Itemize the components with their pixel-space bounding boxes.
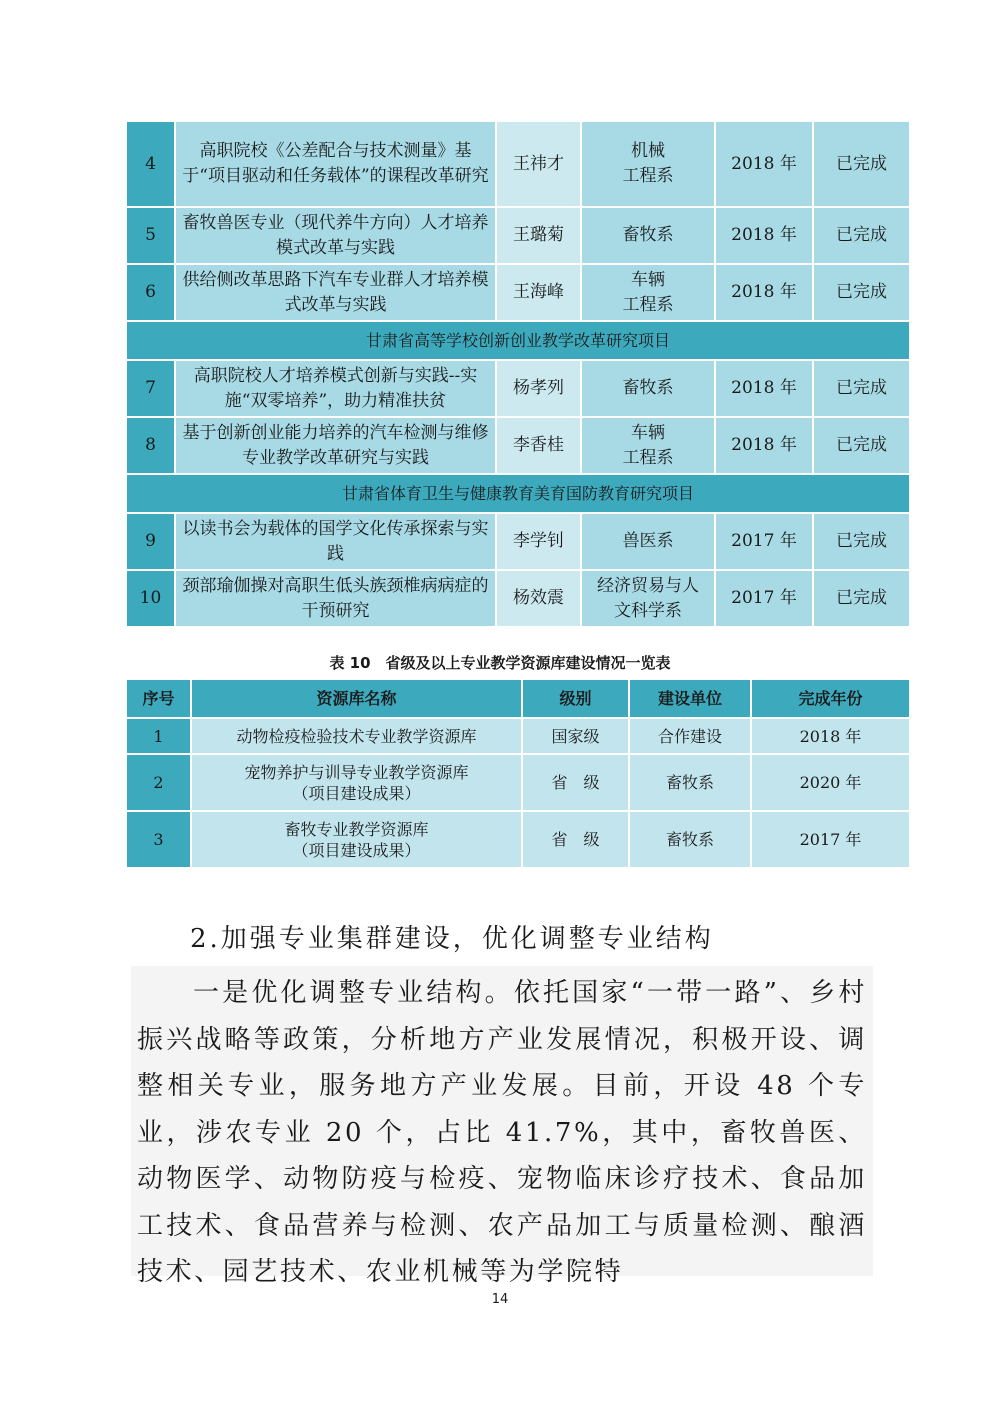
row-number: 6 [126,264,175,321]
build-unit: 合作建设 [629,718,751,754]
build-unit: 畜牧系 [629,754,751,811]
table-row [126,811,910,868]
library-level: 省 级 [522,754,629,811]
table-header-row [126,679,910,718]
library-name: 动物检疫检验技术专业教学资源库 [191,718,522,754]
header-year: 完成年份 [751,679,910,718]
project-title: 畜牧兽医专业（现代养牛方向）人才培养模式改革与实践 [175,207,496,264]
library-level: 省 级 [522,811,629,868]
row-number: 7 [126,360,175,417]
department: 车辆 工程系 [581,264,715,321]
project-leader: 王海峰 [496,264,581,321]
body-paragraph: 一是优化调整专业结构。依托国家“一带一路”、乡村振兴战略等政策，分析地方产业发展情况，积极开设、调整相关专业，服务地方产业发展。目前，开设 48 个专业，涉农专业 20 个，占比 41.7%，其中，畜牧兽医、动物医学、动物防疫与检疫、宠物临床诊疗技术、食品加工技术、食品营养与检测、农产品加工与质量检测、酿酒技术、园艺技术、农业机械等为学院特 [137,978,867,1287]
table-row [126,360,910,417]
project-title: 高职院校人才培养模式创新与实践--实施“双零培养”，助力精准扶贫 [175,360,496,417]
project-status: 已完成 [813,121,910,207]
department: 机械 工程系 [581,121,715,207]
row-number: 2 [126,754,191,811]
group-header-row [126,321,910,360]
group-header-label: 甘肃省体育卫生与健康教育美育国防教育研究项目 [126,474,910,513]
project-leader: 李香桂 [496,417,581,474]
table-row [126,207,910,264]
header-unit: 建设单位 [629,679,751,718]
project-year: 2018 年 [715,417,813,474]
resource-library-table-body [126,718,910,868]
project-status: 已完成 [813,264,910,321]
table-row [126,121,910,207]
resource-library-table [125,678,911,869]
research-projects-table [125,120,911,628]
header-name: 资源库名称 [191,679,522,718]
department: 兽医系 [581,513,715,570]
department: 车辆 工程系 [581,417,715,474]
project-year: 2018 年 [715,121,813,207]
table-caption: 表 10 省级及以上专业教学资源库建设情况一览表 [329,654,671,672]
project-year: 2017 年 [715,513,813,570]
project-title: 供给侧改革思路下汽车专业群人才培养模式改革与实践 [175,264,496,321]
paragraph-block [131,966,873,1287]
completion-year: 2017 年 [751,811,910,868]
project-status: 已完成 [813,570,910,627]
row-number: 4 [126,121,175,207]
group-header-row [126,474,910,513]
department: 经济贸易与人 文科学系 [581,570,715,627]
project-leader: 杨效震 [496,570,581,627]
group-header-label: 甘肃省高等学校创新创业教学改革研究项目 [126,321,910,360]
row-number: 1 [126,718,191,754]
table-row [126,513,910,570]
project-status: 已完成 [813,360,910,417]
row-number: 5 [126,207,175,264]
completion-year: 2020 年 [751,754,910,811]
table-row [126,264,910,321]
project-year: 2018 年 [715,207,813,264]
project-leader: 王祎才 [496,121,581,207]
section-heading: 2.加强专业集群建设，优化调整专业结构 [190,924,714,954]
header-no: 序号 [126,679,191,718]
row-number: 10 [126,570,175,627]
project-status: 已完成 [813,417,910,474]
table-row [126,417,910,474]
project-year: 2018 年 [715,264,813,321]
project-leader: 王璐菊 [496,207,581,264]
table-row [126,754,910,811]
department: 畜牧系 [581,360,715,417]
project-status: 已完成 [813,513,910,570]
row-number: 8 [126,417,175,474]
project-title: 以读书会为载体的国学文化传承探索与实践 [175,513,496,570]
project-status: 已完成 [813,207,910,264]
page-number: 14 [491,1292,509,1307]
project-title: 颈部瑜伽操对高职生低头族颈椎病病症的干预研究 [175,570,496,627]
table-row [126,718,910,754]
department: 畜牧系 [581,207,715,264]
row-number: 9 [126,513,175,570]
library-level: 国家级 [522,718,629,754]
project-year: 2018 年 [715,360,813,417]
research-projects-table-body [126,121,910,627]
project-title: 高职院校《公差配合与技术测量》基于“项目驱动和任务载体”的课程改革研究 [175,121,496,207]
completion-year: 2018 年 [751,718,910,754]
row-number: 3 [126,811,191,868]
build-unit: 畜牧系 [629,811,751,868]
table-row [126,570,910,627]
library-name: 畜牧专业教学资源库 （项目建设成果） [191,811,522,868]
project-title: 基于创新创业能力培养的汽车检测与维修专业教学改革研究与实践 [175,417,496,474]
library-name: 宠物养护与训导专业教学资源库 （项目建设成果） [191,754,522,811]
project-year: 2017 年 [715,570,813,627]
project-leader: 杨孝列 [496,360,581,417]
project-leader: 李学钊 [496,513,581,570]
header-level: 级别 [522,679,629,718]
